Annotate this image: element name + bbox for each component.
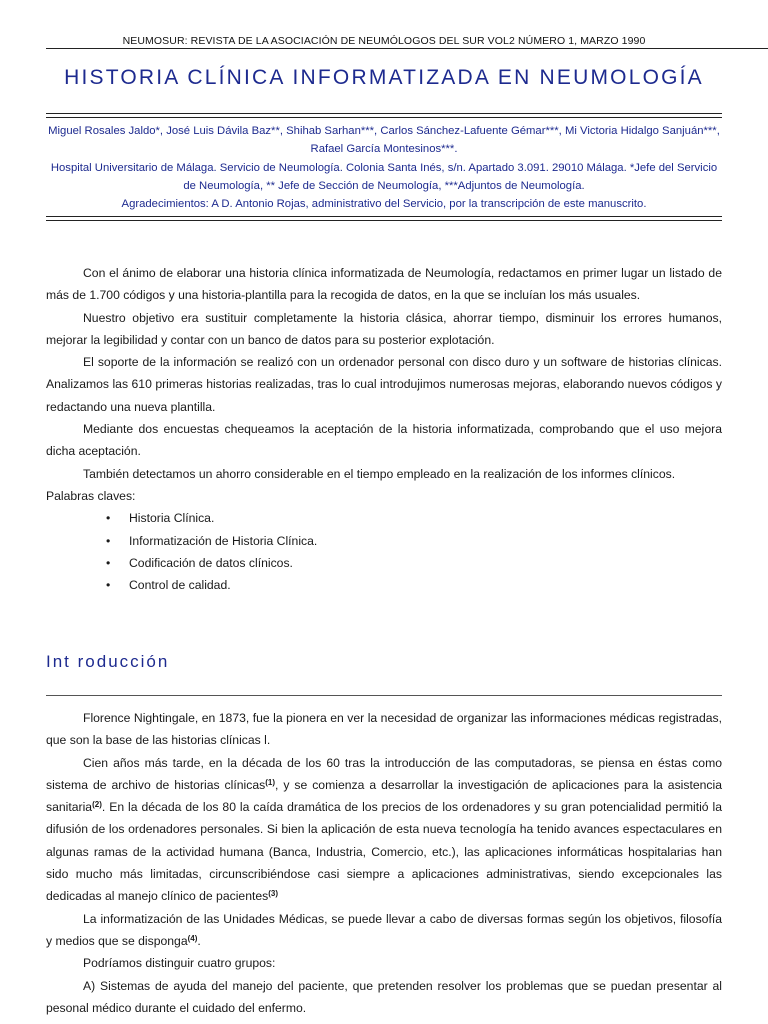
intro-text: La informatización de las Unidades Médicas, se puede llevar a cabo de diversas formas según los objetivos, filosofía y medios que se disponga	[46, 911, 722, 948]
intro-text: Cien años más tarde, en la década de los 60 tras la introducción de las computadoras, se piensa en éstas como sistema de archivo de historias clínicas	[46, 755, 722, 792]
double-rule-top	[46, 113, 722, 118]
acknowledgments: Agradecimientos: A D. Antonio Rojas, administrativo del Servicio, por la transcripción de este manuscrito.	[121, 198, 647, 211]
article-title: HISTORIA CLÍNICA INFORMATIZADA EN NEUMOLOGÍA	[64, 66, 704, 89]
section-heading-introduccion: Int roducción	[46, 652, 170, 671]
abstract	[46, 262, 722, 596]
keywords-list	[46, 507, 722, 596]
intro-text: . En la década de los 80 la caída dramática de los precios de los ordenadores y su gran potencialidad permitió la difusión de los ordenadores personales. Si bien la aplicación de esta nueva tecnología ha tenido avances espectaculares en algunas ramas de la actividad humana (Banca, Industria, Comercio, etc.), las aplicaciones informáticas hospitalarias han sido mucho más limitadas, circunscribiéndose casi siempre a aplicaciones administrativas, siendo excepcionales las dedicadas al manejo clínico de pacientes	[46, 800, 722, 904]
abstract-paragraph: Con el ánimo de elaborar una historia clínica informatizada de Neumología, redactamos en primer lugar un listado de más de 1.700 códigos y una historia-plantilla para la recogida de datos, en la que se incluían los más usuales.	[46, 266, 722, 303]
citation-ref[interactable]: (1)	[265, 777, 275, 787]
citation-ref[interactable]: (4)	[187, 933, 198, 943]
intro-paragraph	[46, 908, 722, 953]
intro-paragraph: Florence Nightingale, en 1873, fue la pionera en ver la necesidad de organizar las informaciones médicas registradas, que son la base de las historias clínicas l.	[46, 711, 722, 748]
author-names: Miguel Rosales Jaldo*, José Luis Dávila Baz**, Shihab Sarhan***, Carlos Sánchez-Lafuente Gémar***, Mi Victoria Hidalgo Sanjuán***, Rafael García Montesinos***.	[48, 125, 720, 156]
keywords-label: Palabras claves:	[46, 488, 136, 503]
abstract-paragraph: Nuestro objetivo era sustituir completamente la historia clásica, ahorrar tiempo, disminuir los errores humanos, mejorar la legibilidad y contar con un banco de datos para su posterior explotación.	[46, 310, 722, 347]
intro-paragraph: A) Sistemas de ayuda del manejo del paciente, que pretenden resolver los problemas que se puedan presentar al pesonal médico durante el cuidado del enfermo.	[46, 978, 722, 1015]
abstract-paragraph: También detectamos un ahorro considerable en el tiempo empleado en la realización de los informes clínicos.	[83, 466, 676, 481]
citation-ref[interactable]: (2)	[92, 800, 102, 810]
author-affiliation: Hospital Universitario de Málaga. Servicio de Neumología. Colonia Santa Inés, s/n. Apartado 3.091. 29010 Málaga. *Jefe del Servicio de Neumología, ** Jefe de Sección de Neumología, ***Adjuntos de Neumología.	[50, 161, 718, 192]
intro-paragraph	[46, 752, 722, 908]
citation-ref[interactable]: (3)	[268, 889, 279, 899]
header-rule	[46, 48, 768, 49]
keyword-item: • Informatización de Historia Clínica.	[46, 530, 722, 552]
double-rule-bottom	[46, 216, 722, 221]
abstract-paragraph: Mediante dos encuestas chequeamos la aceptación de la historia informatizada, comprobando que el uso mejora dicha aceptación.	[46, 422, 722, 459]
intro-text: .	[197, 933, 201, 948]
author-block	[46, 122, 722, 213]
abstract-paragraph: El soporte de la información se realizó con un ordenador personal con disco duro y un software de historias clínicas. Analizamos las 610 primeras historias realizadas, tras lo cual introdujimos numerosas mejoras, elaborando nuevos códigos y redactando una nueva plantilla.	[46, 355, 722, 414]
keyword-item: • Historia Clínica.	[46, 507, 722, 529]
journal-header: NEUMOSUR: REVISTA DE LA ASOCIACIÓN DE NEUMÓLOGOS DEL SUR VOL2 NÚMERO 1, MARZO 1990	[122, 35, 646, 47]
keyword-item: • Codificación de datos clínicos.	[46, 552, 722, 574]
introduction-body	[46, 707, 722, 1019]
section-rule	[46, 695, 722, 696]
keyword-item: • Control de calidad.	[46, 574, 722, 596]
intro-text: , y se comienza a desarrollar la investigación de aplicaciones para la asistencia sanitaria	[46, 777, 722, 815]
intro-paragraph: Podríamos distinguir cuatro grupos:	[83, 956, 276, 971]
